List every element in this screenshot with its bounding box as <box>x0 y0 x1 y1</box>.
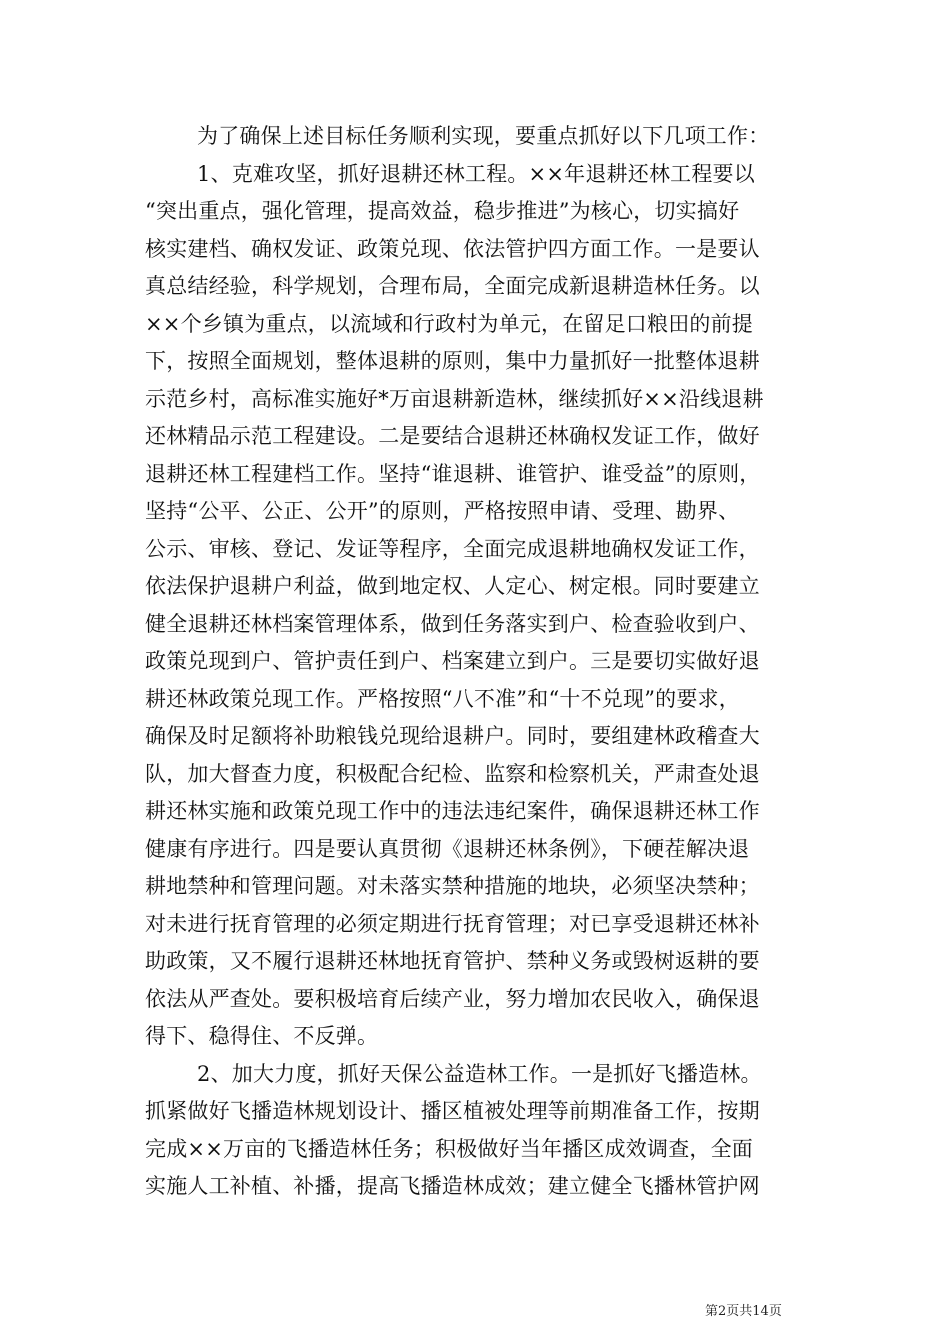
text-line: 健全退耕还林档案管理体系，做到任务落实到户、检查验收到户、 <box>145 611 760 636</box>
body-text <box>145 118 815 1206</box>
text-line: 依法从严查处。要积极培育后续产业，努力增加农民收入，确保退 <box>145 986 760 1011</box>
text-line: 还林精品示范工程建设。二是要结合退耕还林确权发证工作，做好 <box>145 424 760 448</box>
text-line: ××个乡镇为重点，以流域和行政村为单元，在留足口粮田的前提 <box>145 311 753 336</box>
text-line: 为了确保上述目标任务顺利实现，要重点抓好以下几项工作： <box>197 124 770 148</box>
text-line: 退耕还林工程建档工作。坚持“谁退耕、谁管护、谁受益”的原则， <box>145 461 761 486</box>
text-line: 抓紧做好飞播造林规划设计、播区植被处理等前期准备工作，按期 <box>145 1099 760 1123</box>
text-line: 政策兑现到户、管护责任到户、档案建立到户。三是要切实做好退 <box>145 649 760 673</box>
text-line: 公示、审核、登记、发证等程序，全面完成退耕地确权发证工作， <box>145 536 760 561</box>
text-line: 确保及时足额将补助粮钱兑现给退耕户。同时，要组建林政稽查大 <box>145 724 760 748</box>
text-line: 2、加大力度，抓好天保公益造林工作。一是抓好飞播造林。 <box>197 1061 762 1086</box>
text-line: 助政策，又不履行退耕还林地抚育管护、禁种义务或毁树返耕的要 <box>145 949 760 973</box>
text-line: 完成××万亩的飞播造林任务；积极做好当年播区成效调查，全面 <box>145 1136 753 1161</box>
text-line: 耕还林实施和政策兑现工作中的违法违纪案件，确保退耕还林工作 <box>145 799 760 823</box>
text-line: “突出重点，强化管理，提高效益，稳步推进”为核心，切实搞好 <box>145 199 740 223</box>
text-line: 示范乡村，高标准实施好*万亩退耕新造林，继续抓好××沿线退耕 <box>145 386 764 411</box>
text-line: 实施人工补植、补播，提高飞播造林成效；建立健全飞播林管护网 <box>145 1174 760 1198</box>
text-line: 耕还林政策兑现工作。严格按照“八不准”和“十不兑现”的要求， <box>145 686 740 711</box>
page-number: 第2页共14页 <box>705 1304 782 1319</box>
text-line: 耕地禁种和管理问题。对未落实禁种措施的地块，必须坚决禁种； <box>145 874 760 898</box>
text-line: 坚持“公平、公正、公开”的原则，严格按照申请、受理、勘界、 <box>145 499 740 523</box>
text-line: 队，加大督查力度，积极配合纪检、监察和检察机关，严肃查处退 <box>145 761 760 786</box>
text-line: 对未进行抚育管理的必须定期进行抚育管理；对已享受退耕还林补 <box>145 911 760 936</box>
text-line: 1、克难攻坚，抓好退耕还林工程。××年退耕还林工程要以 <box>197 161 755 186</box>
text-line: 健康有序进行。四是要认真贯彻《退耕还林条例》，下硬茬解决退 <box>145 836 750 861</box>
text-line: 依法保护退耕户利益，做到地定权、人定心、树定根。同时要建立 <box>145 574 760 598</box>
text-line: 真总结经验，科学规划，合理布局，全面完成新退耕造林任务。以 <box>145 274 760 298</box>
text-line: 下，按照全面规划，整体退耕的原则，集中力量抓好一批整体退耕 <box>145 349 760 373</box>
text-line: 得下、稳得住、不反弹。 <box>145 1024 379 1048</box>
text-line: 核实建档、确权发证、政策兑现、依法管护四方面工作。一是要认 <box>145 236 760 261</box>
